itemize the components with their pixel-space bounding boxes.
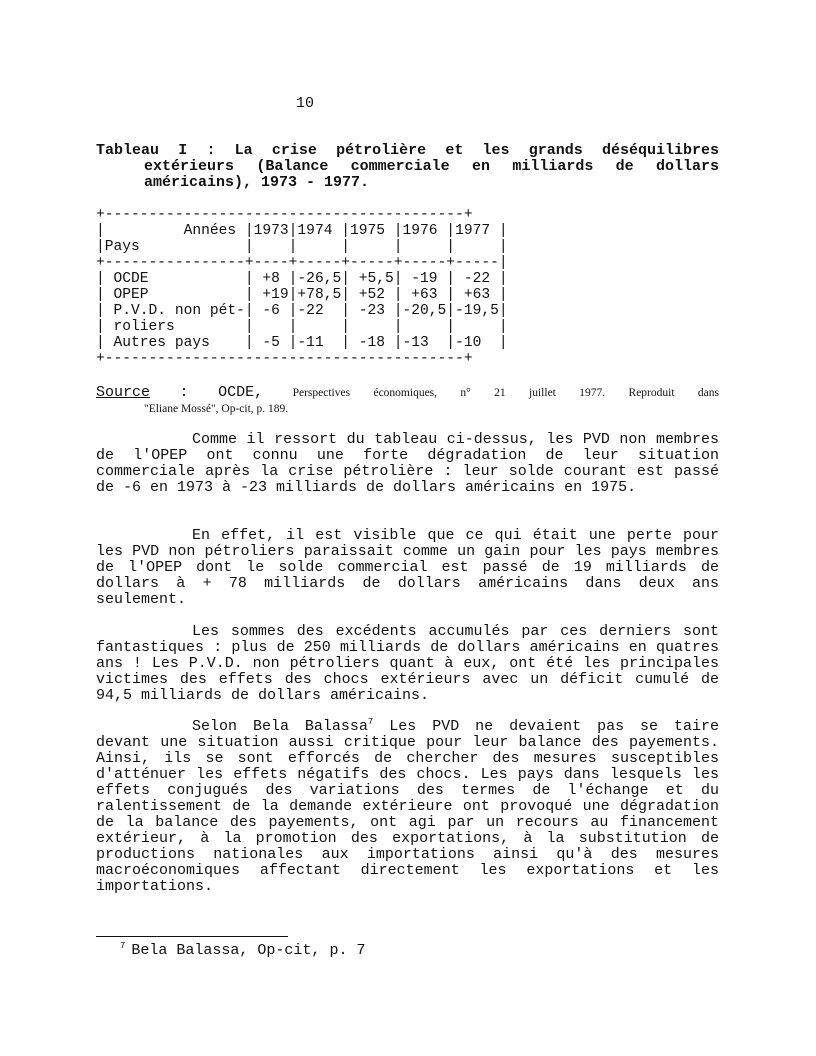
balance-table (96, 207, 508, 367)
table-row-pvd: | P.V.D. non pét-| -6 |-22 | -23 |-20,5|-19,5| (96, 303, 508, 319)
table-row-pvd-continued: | roliers | | | | | | (96, 319, 508, 335)
source-note (96, 384, 719, 417)
table-row-ocde: | OCDE | +8 |-26,5| +5,5| -19 | -22 | (96, 271, 508, 287)
paragraph-1: Comme il ressort du tableau ci-dessus, les PVD non membres de l'OPEP ont connu une forte dégradation de leur situation commerciale après la crise pétrolière : leur solde courant est passé de -6 en 1973 à -23 milliards de dollars américains en 1975. (96, 431, 719, 496)
table-title-line-3: américains), 1973 - 1977. (144, 174, 370, 191)
page-number: 10 (296, 95, 315, 112)
footnote-number: 7 (120, 941, 126, 951)
source-line-2: "Eliane Mossé", Op-cit, p. 189. (144, 403, 289, 415)
table-header-separator: +----------------+----+-----+-----+-----+-----| (96, 255, 508, 271)
table-title-line-2: extérieurs (Balance commerciale en milliards de dollars (144, 158, 719, 175)
paragraph-3: Les sommes des excédents accumulés par ces derniers sont fantastiques : plus de 250 milliards de dollars américains en quatres ans ! Les P.V.D. non pétroliers quant à eux, ont été les principales victimes des effets des chocs extérieurs avec un déficit cumulé de 94,5 milliards de dollars américains. (96, 623, 719, 704)
source-reference: Perspectives économiques, n° 21 juillet 1977. Reproduit dans (292, 387, 719, 399)
table-border-top: +-----------------------------------------+ (96, 207, 473, 223)
table-title (96, 143, 719, 191)
paragraph-4 (96, 719, 719, 895)
table-row-opep: | OPEP | +19|+78,5| +52 | +63 | +63 | (96, 287, 508, 303)
footnote-text: Bela Balassa, Op-cit, p. 7 (131, 942, 366, 959)
table-header-row-2: |Pays | | | | | | (96, 239, 508, 255)
table-title-line-1: Tableau I : La crise pétrolière et les grands déséquilibres (96, 142, 719, 159)
paragraph-4-rest: Les PVD ne devaient pas se taire devant une situation aussi critique pour leur balance des payements. Ainsi, ils se sont efforcés de chercher des mesures susceptibles d'atténuer les effets négatifs des chocs. Les pays dans lesquels les effets conjugués des variations des termes de l'échange et du ralentissement de la demande extérieure ont provoqué une dégradation de la balance des payements, ont agi par un recours au financement extérieur, à la promotion des exportations, à la substitution de productions nationales aux importations ainsi qu'à des mesures macroéconomiques affectant directement les exportations et les importations. (96, 718, 719, 895)
footnote (120, 943, 365, 959)
paragraph-2: En effet, il est visible que ce qui était une perte pour les PVD non pétroliers paraissait comme un gain pour les pays membres de l'OPEP dont le solde commercial est passé de 19 milliards de dollars à + 78 milliards de dollars américains dans deux ans seulement. (96, 527, 719, 608)
source-separator: : (150, 384, 219, 401)
source-label: Source (96, 384, 151, 401)
paragraph-4-start: Selon Bela Balassa (192, 718, 368, 735)
source-line-1 (96, 384, 719, 401)
table-header-row-1: | Années |1973|1974 |1975 |1976 |1977 | (96, 223, 508, 239)
table-border-bottom: +-----------------------------------------+ (96, 351, 473, 367)
footnote-reference: 7 (367, 717, 374, 727)
table-row-autres-pays: | Autres pays | -5 |-11 | -18 |-13 |-10 | (96, 335, 508, 351)
footnote-rule (96, 936, 288, 937)
source-organization: OCDE, (218, 384, 293, 401)
